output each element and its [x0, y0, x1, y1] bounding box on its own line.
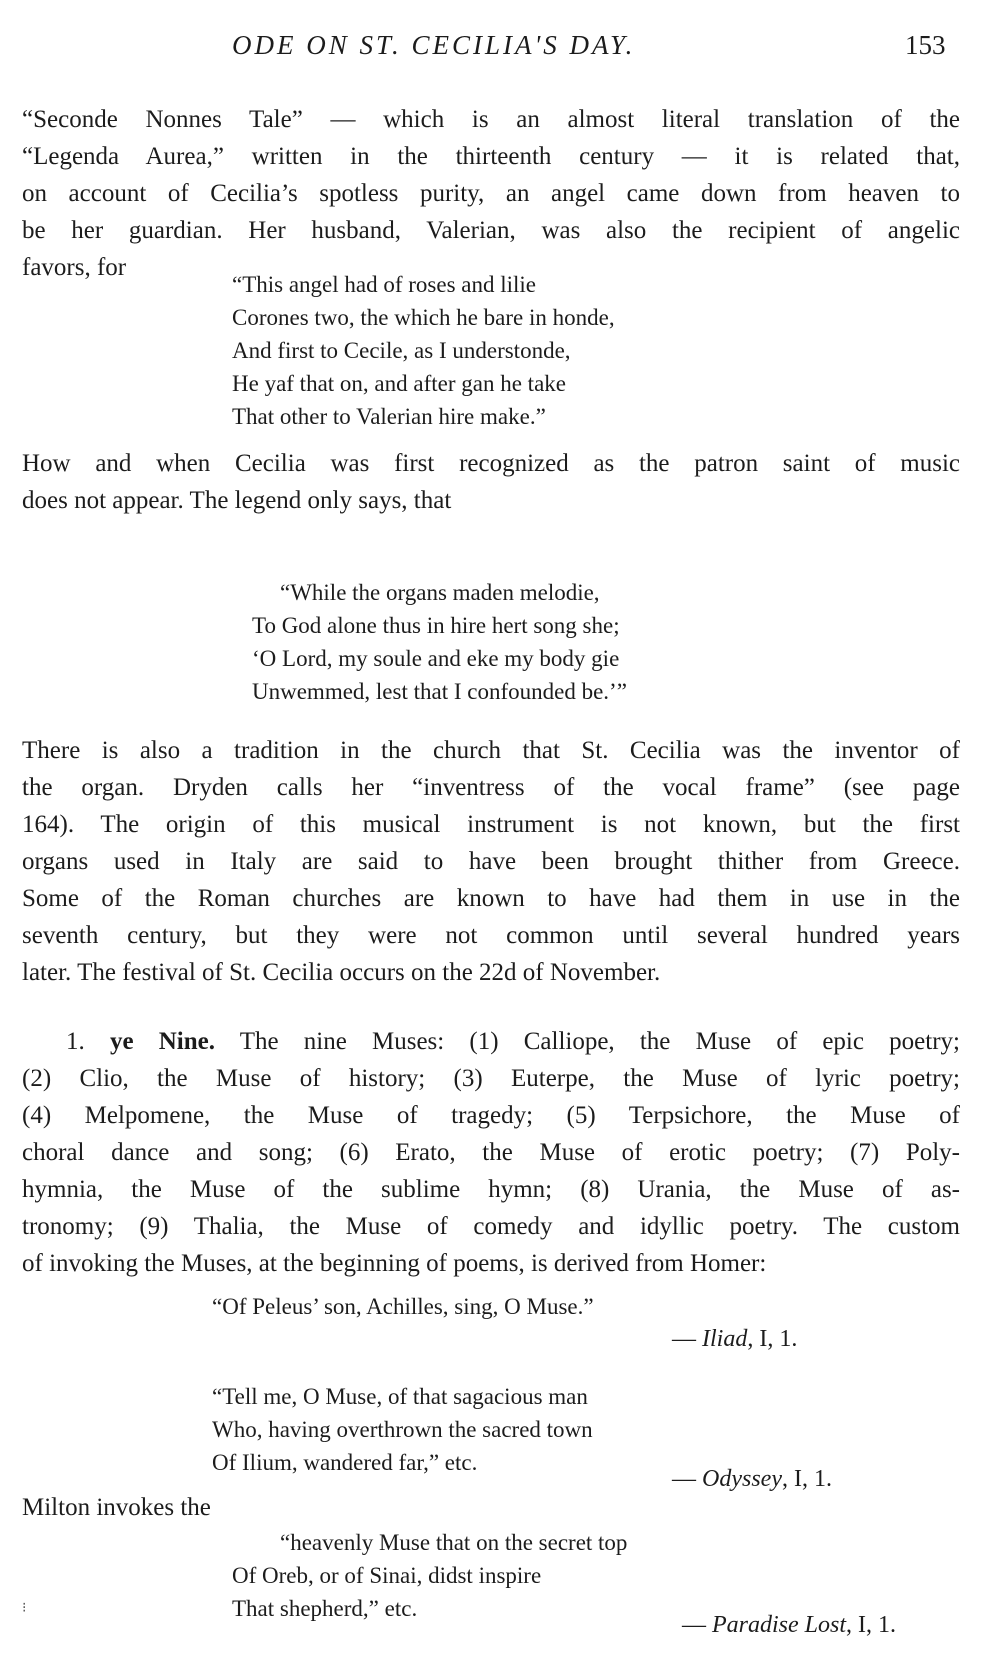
text-line: favors, for: [22, 254, 127, 281]
note-text: The nine Muses: (1) Calliope, the Muse of epic poetry;: [239, 1028, 960, 1055]
text-line: How and when Cecilia was first recognized as the patron saint of music: [22, 450, 960, 477]
text-line: choral dance and song; (6) Erato, the Muse of erotic poetry; (7) Poly-: [22, 1139, 960, 1166]
quote-iliad: [212, 1290, 594, 1323]
verse-line: Who, having overthrown the sacred town: [212, 1417, 593, 1442]
citation-odyssey: [672, 1466, 832, 1493]
text-line: be her guardian. Her husband, Valerian, was also the recipient of angelic: [22, 217, 960, 244]
text-line: (2) Clio, the Muse of history; (3) Euterpe, the Muse of lyric poetry;: [22, 1065, 960, 1092]
text-line: 164). The origin of this musical instrument is not known, but the first: [22, 811, 960, 838]
paragraph-organ-tradition: [22, 732, 960, 991]
text-line: hymnia, the Muse of the sublime hymn; (8) Urania, the Muse of as-: [22, 1176, 960, 1203]
verse-line: He yaf that on, and after gan he take: [232, 371, 566, 396]
text-line: There is also a tradition in the church that St. Cecilia was the inventor of: [22, 737, 960, 764]
paragraph-seconde-nonnes-tale: [22, 101, 960, 286]
verse-organs-melodie: [252, 576, 627, 708]
text-line: does not appear. The legend only says, that: [22, 487, 452, 514]
quote-paradise-lost: [232, 1526, 627, 1625]
verse-line: “This angel had of roses and lilie: [232, 272, 537, 297]
citation-work: Iliad: [702, 1326, 748, 1352]
citation-dash: —: [672, 1326, 702, 1352]
margin-speck-mark: ⁝: [22, 1601, 27, 1616]
citation-ref: , I, 1.: [846, 1612, 897, 1638]
note-term: ye Nine.: [109, 1028, 215, 1055]
verse-line: “heavenly Muse that on the secret top: [280, 1530, 628, 1555]
note-number: 1.: [66, 1028, 85, 1055]
verse-line: Corones two, the which he bare in honde,: [232, 305, 615, 330]
text-line: tronomy; (9) Thalia, the Muse of comedy and idyllic poetry. The custom: [22, 1213, 960, 1240]
verse-line: Of Oreb, or of Sinai, didst inspire: [232, 1563, 542, 1588]
text-line: (4) Melpomene, the Muse of tragedy; (5) Terpsichore, the Muse of: [22, 1102, 960, 1129]
verse-line: ‘O Lord, my soule and eke my body gie: [252, 646, 620, 671]
citation-ref: , I, 1.: [781, 1466, 832, 1492]
citation-work: Paradise Lost: [712, 1612, 847, 1638]
verse-line: Unwemmed, lest that I confounded be.’”: [252, 679, 627, 704]
verse-angel-roses: [232, 268, 615, 433]
text-line: the organ. Dryden calls her “inventress of the vocal frame” (see page: [22, 774, 960, 801]
verse-line: That other to Valerian hire make.”: [232, 404, 546, 429]
page-header: [0, 30, 1000, 70]
verse-line: “Of Peleus’ son, Achilles, sing, O Muse.”: [212, 1294, 594, 1319]
paragraph-patron-saint: [22, 445, 960, 519]
citation-dash: —: [682, 1612, 712, 1638]
verse-line: Of Ilium, wandered far,” etc.: [212, 1450, 478, 1475]
text-line: “Legenda Aurea,” written in the thirteenth century — it is related that,: [22, 143, 960, 170]
citation-paradise-lost: [682, 1612, 896, 1639]
citation-ref: , I, 1.: [747, 1326, 798, 1352]
citation-dash: —: [672, 1466, 702, 1492]
text-line: of invoking the Muses, at the beginning of poems, is derived from Homer:: [22, 1250, 767, 1277]
text-line: “Seconde Nonnes Tale” — which is an almost literal translation of the: [22, 106, 960, 133]
verse-line: “While the organs maden melodie,: [280, 580, 600, 605]
verse-line: To God alone thus in hire hert song she;: [252, 613, 620, 638]
note-first-line: [22, 1023, 960, 1060]
text-line: on account of Cecilia’s spotless purity, an angel came down from heaven to: [22, 180, 960, 207]
milton-intro: Milton invokes the: [22, 1494, 211, 1521]
citation-iliad: [672, 1326, 797, 1353]
running-title: ODE ON ST. CECILIA'S DAY.: [232, 30, 636, 60]
verse-line: “Tell me, O Muse, of that sagacious man: [212, 1384, 588, 1409]
quote-odyssey: [212, 1380, 593, 1479]
page-number: 153: [905, 30, 946, 60]
verse-line: And first to Cecile, as I understonde,: [232, 338, 571, 363]
text-line: later. The festival of St. Cecilia occurs on the 22d of November.: [22, 959, 661, 986]
verse-line: That shepherd,” etc.: [232, 1596, 418, 1621]
text-line: seventh century, but they were not common until several hundred years: [22, 922, 960, 949]
text-line: Some of the Roman churches are known to have had them in use in the: [22, 885, 960, 912]
text-line: organs used in Italy are said to have been brought thither from Greece.: [22, 848, 960, 875]
citation-work: Odyssey: [702, 1466, 782, 1492]
note-ye-nine: [22, 1023, 960, 1282]
